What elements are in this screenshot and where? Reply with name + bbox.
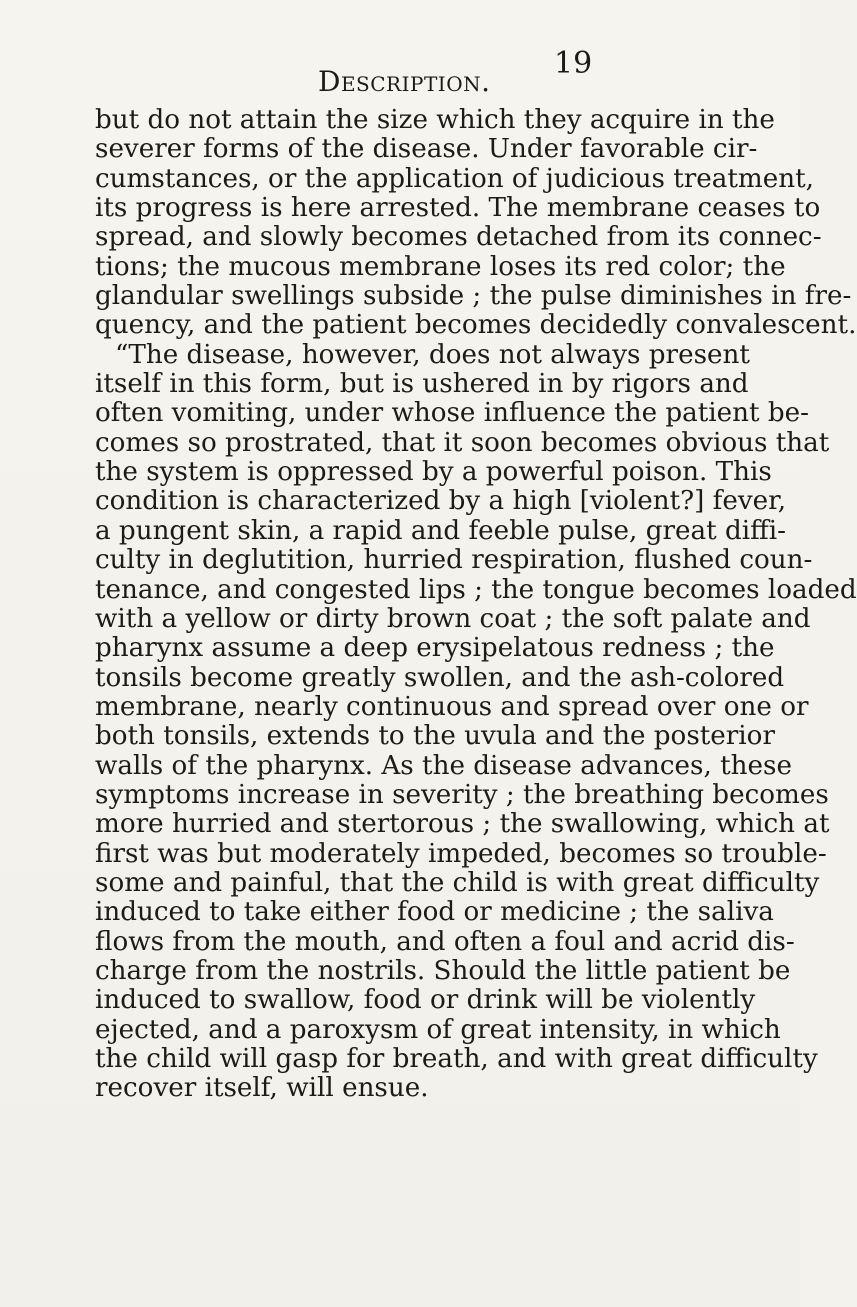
text-line: first was but moderately impeded, becomes so trouble- — [95, 838, 827, 869]
text-line: tions; the mucous membrane loses its red color; the — [95, 251, 786, 282]
text-line: but do not attain the size which they acquire in the — [95, 105, 775, 135]
text-line: itself in this form, but is ushered in by rigors and — [95, 369, 749, 400]
text-line: symptoms increase in severity ; the breathing becomes — [95, 779, 829, 810]
text-line: pharynx assume a deep erysipelatous redness ; the — [95, 633, 775, 664]
text-line: quency, and the patient becomes decidedly convalescent. — [95, 310, 857, 341]
running-title: Description. — [318, 65, 491, 98]
text-line: tenance, and congested lips ; the tongue becomes loaded — [95, 574, 857, 605]
text-line: its progress is here arrested. The membrane ceases to — [95, 193, 821, 224]
text-line: more hurried and stertorous ; the swallowing, which at — [95, 809, 830, 840]
text-line: glandular swellings subside ; the pulse diminishes in fre- — [95, 281, 852, 312]
text-line: induced to take either food or medicine ; the saliva — [95, 897, 774, 928]
text-line: severer forms of the disease. Under favorable cir- — [95, 134, 758, 165]
text-line: the child will gasp for breath, and with great difficulty — [95, 1044, 818, 1074]
text-line: comes so prostrated, that it soon becomes obvious that — [95, 427, 830, 458]
text-line: recover itself, will ensue. — [95, 1073, 429, 1104]
text-line: membrane, nearly continuous and spread over one or — [95, 691, 809, 722]
text-line: a pungent skin, a rapid and feeble pulse, great diffi- — [95, 515, 786, 546]
text-line: both tonsils, extends to the uvula and the posterior — [95, 721, 775, 752]
text-line: cumstances, or the application of judicious treatment, — [95, 163, 814, 194]
text-line: walls of the pharynx. As the disease advances, these — [95, 750, 792, 781]
text-line: with a yellow or dirty brown coat ; the soft palate and — [95, 603, 811, 634]
text-line: induced to swallow, food or drink will be violently — [95, 985, 756, 1016]
text-line: the system is oppressed by a powerful poison. This — [95, 457, 772, 488]
text-line: tonsils become greatly swollen, and the ash-colored — [95, 662, 785, 693]
running-head — [0, 46, 800, 102]
text-line: condition is characterized by a high [violent?] fever, — [95, 486, 787, 517]
text-line: some and painful, that the child is with great difficulty — [95, 867, 820, 898]
text-line: spread, and slowly becomes detached from its connec- — [95, 222, 822, 253]
text-line: “The disease, however, does not always present — [115, 339, 750, 370]
page-number: 19 — [554, 46, 593, 81]
text-line: charge from the nostrils. Should the little patient be — [95, 955, 791, 986]
text-line: culty in deglutition, hurried respiration, flushed coun- — [95, 545, 813, 576]
text-line: ejected, and a paroxysm of great intensity, in which — [95, 1014, 781, 1045]
text-line: often vomiting, under whose influence the patient be- — [95, 398, 809, 429]
text-line: flows from the mouth, and often a foul and acrid dis- — [95, 926, 795, 957]
body-text — [95, 105, 857, 1104]
